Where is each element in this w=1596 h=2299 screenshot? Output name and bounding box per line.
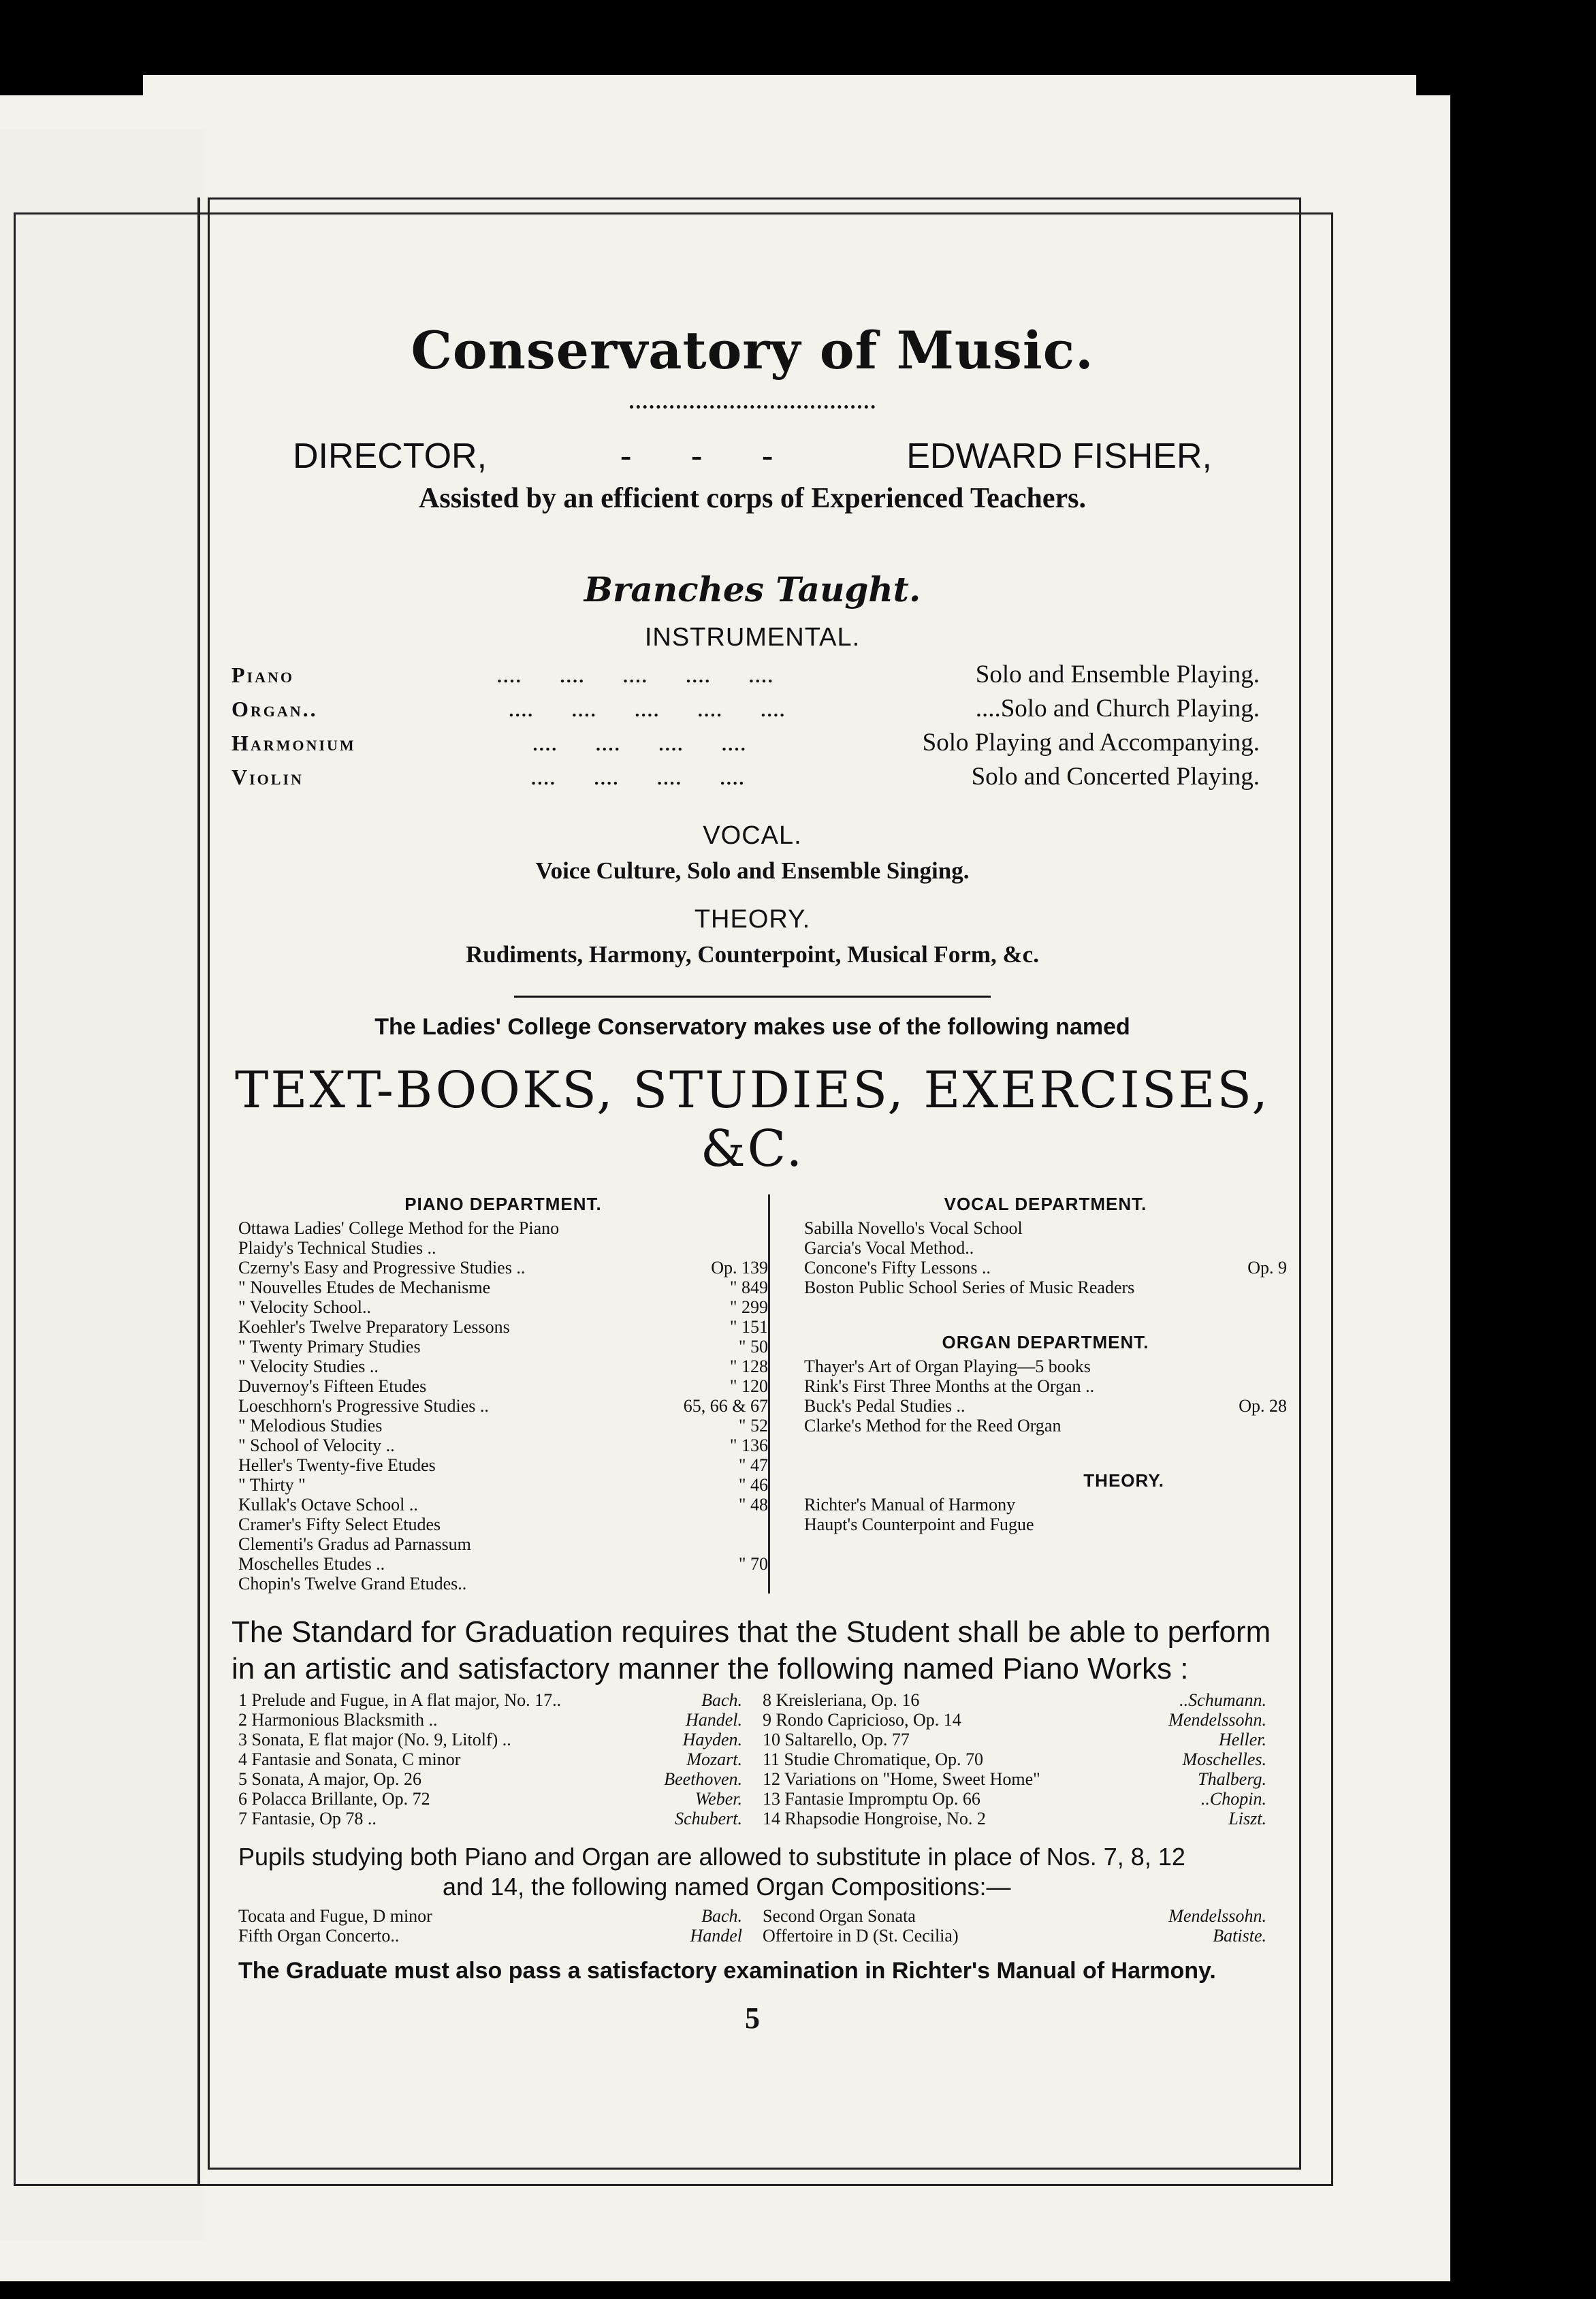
organ-study-opus: Op. 28 [1239, 1396, 1287, 1416]
piano-work-composer: Handel. [685, 1710, 742, 1730]
vocal-study-title: Concone's Fifty Lessons .. [803, 1258, 991, 1278]
vocal-text: Voice Culture, Solo and Ensemble Singing. [535, 857, 970, 884]
piano-study-opus: " 136 [729, 1436, 768, 1455]
graduation-text: The Standard for Graduation requires that the Student shall be able to perform in an artistic and satisfactory manner the following named Piano Works : [232, 1615, 1271, 1685]
section-divider [514, 996, 991, 998]
piano-work [238, 1809, 742, 1828]
piano-work-composer: Beethoven. [664, 1769, 742, 1789]
piano-work-title: 11 Studie Chromatique, Op. 70 [763, 1749, 984, 1769]
piano-work [763, 1749, 1266, 1769]
director-line [293, 436, 1212, 477]
theory-study [804, 1515, 1287, 1534]
piano-study-title: " Twenty Primary Studies [238, 1337, 421, 1357]
vocal-study [804, 1218, 1287, 1238]
assisted-line: Assisted by an efficient corps of Experienced Teachers. [419, 483, 1086, 514]
piano-work [238, 1710, 742, 1730]
piano-work [238, 1789, 742, 1809]
piano-study [238, 1258, 768, 1278]
director-label: DIRECTOR, [293, 437, 488, 476]
piano-study-opus: " 151 [729, 1317, 768, 1337]
page-number: 5 [745, 2001, 760, 2035]
branch-row: Organ.. .... .... .... .... .... ....Solo and Church Playing. [232, 695, 1260, 723]
piano-study [238, 1337, 768, 1357]
piano-study-title: Ottawa Ladies' College Method for the Piano [238, 1218, 560, 1238]
organ-study [804, 1376, 1287, 1396]
piano-work-composer: Bach. [701, 1690, 742, 1710]
vocal-study [804, 1278, 1287, 1297]
piano-work-composer: Thalberg. [1198, 1769, 1266, 1789]
textbooks-heading: TEXT-BOOKS, STUDIES, EXERCISES, &C. [234, 1061, 1271, 1178]
piano-study-title: " Velocity School.. [238, 1297, 372, 1317]
piano-work [238, 1690, 742, 1710]
piano-work-composer: ..Schumann. [1179, 1690, 1266, 1710]
piano-study-title: " School of Velocity .. [238, 1436, 395, 1455]
organ-study [804, 1396, 1287, 1416]
piano-study [238, 1278, 768, 1297]
organ-note-line-2: and 14, the following named Organ Compositions:— [443, 1873, 1011, 1901]
piano-work [238, 1730, 742, 1749]
organ-work [238, 1926, 742, 1946]
piano-study [238, 1376, 768, 1396]
branch-row: Harmonium .... .... .... .... Solo Playing and Accompanying. [232, 729, 1260, 757]
piano-study-opus: " 849 [729, 1278, 768, 1297]
piano-work [763, 1690, 1266, 1710]
director-dashes: - - - [620, 437, 773, 476]
piano-work [238, 1749, 742, 1769]
piano-work-composer: Weber. [695, 1789, 742, 1809]
piano-study-title: Kullak's Octave School .. [238, 1495, 418, 1515]
theory-text: Rudiments, Harmony, Counterpoint, Musical Form, &c. [466, 941, 1039, 968]
piano-work-composer: Hayden. [682, 1730, 742, 1749]
theory-study [804, 1495, 1287, 1515]
organ-study-title: Clarke's Method for the Reed Organ [803, 1416, 1062, 1436]
piano-work-title: 1 Prelude and Fugue, in A flat major, No. 17.. [238, 1690, 562, 1710]
piano-work-title: 5 Sonata, A major, Op. 26 [238, 1769, 422, 1789]
final-line: The Graduate must also pass a satisfactory examination in Richter's Manual of Harmony. [238, 1958, 1216, 1984]
paper-top-edge [143, 75, 1416, 129]
piano-work-composer: Liszt. [1228, 1809, 1266, 1828]
piano-work-title: 2 Harmonious Blacksmith .. [238, 1710, 438, 1730]
organ-work [763, 1906, 1266, 1926]
piano-study-opus: " 47 [738, 1455, 768, 1475]
right-departments [768, 1194, 1287, 1594]
piano-work-title: 14 Rhapsodie Hongroise, No. 2 [763, 1809, 986, 1828]
piano-work-composer: ..Chopin. [1200, 1789, 1266, 1809]
vocal-study-title: Sabilla Novello's Vocal School [803, 1218, 1023, 1238]
piano-study [238, 1357, 768, 1376]
piano-works [218, 1690, 1287, 1828]
piano-work-title: 8 Kreisleriana, Op. 16 [763, 1690, 920, 1710]
piano-study-title: Czerny's Easy and Progressive Studies .. [238, 1258, 526, 1278]
vocal-dept-heading: VOCAL DEPARTMENT. [944, 1194, 1147, 1214]
piano-study-title: Loeschhorn's Progressive Studies .. [238, 1396, 489, 1416]
piano-study-opus: " 299 [729, 1297, 768, 1317]
piano-study [238, 1515, 768, 1534]
organ-work [238, 1906, 742, 1926]
organ-note-line-1: Pupils studying both Piano and Organ are allowed to substitute in place of Nos. 7, 8, 12 [238, 1843, 1185, 1871]
piano-work-composer: Moschelles. [1182, 1749, 1266, 1769]
piano-study [238, 1436, 768, 1455]
left-border-rule [197, 197, 200, 2186]
organ-work-title: Tocata and Fugue, D minor [238, 1906, 432, 1926]
piano-study-opus: " 46 [738, 1475, 768, 1495]
piano-work [763, 1710, 1266, 1730]
piano-study [238, 1297, 768, 1317]
director-name: EDWARD FISHER, [906, 437, 1212, 476]
piano-study-title: " Nouvelles Etudes de Mechanisme [238, 1278, 491, 1297]
college-line: The Ladies' College Conservatory makes use of the following named [374, 1014, 1130, 1040]
theory-study-title: Haupt's Counterpoint and Fugue [803, 1515, 1034, 1534]
piano-study-opus: Op. 139 [711, 1258, 768, 1278]
piano-work-title: 4 Fantasie and Sonata, C minor [238, 1749, 461, 1769]
piano-study-title: Heller's Twenty-five Etudes [238, 1455, 436, 1475]
page-title: Conservatory of Music. [411, 320, 1094, 381]
theory-heading: THEORY. [694, 905, 811, 934]
organ-note [218, 1842, 1287, 1902]
organ-work [763, 1926, 1266, 1946]
piano-study-title: " Velocity Studies .. [238, 1357, 379, 1376]
piano-study-opus: 65, 66 & 67 [683, 1396, 768, 1416]
theory-dept-heading: THEORY. [1083, 1470, 1164, 1491]
organ-work-composer: Bach. [701, 1906, 742, 1926]
organ-works-left [238, 1906, 742, 1946]
piano-study-title: Cramer's Fifty Select Etudes [238, 1515, 441, 1534]
vocal-heading: VOCAL. [703, 821, 802, 850]
organ-study-title: Thayer's Art of Organ Playing—5 books [803, 1357, 1091, 1376]
piano-study [238, 1238, 768, 1258]
piano-study [238, 1455, 768, 1475]
organ-works [218, 1906, 1287, 1946]
piano-study-title: Clementi's Gradus ad Parnassum [238, 1534, 471, 1554]
piano-work [238, 1769, 742, 1789]
piano-work-title: 13 Fantasie Impromptu Op. 66 [763, 1789, 980, 1809]
piano-work-composer: Schubert. [675, 1809, 742, 1828]
organ-study-title: Buck's Pedal Studies .. [803, 1396, 965, 1416]
piano-work [763, 1809, 1266, 1828]
vocal-study-title: Boston Public School Series of Music Readers [803, 1278, 1135, 1297]
instrumental-heading: INSTRUMENTAL. [644, 623, 861, 652]
piano-study-title: " Thirty " [238, 1475, 306, 1495]
vocal-study-title: Garcia's Vocal Method.. [803, 1238, 974, 1258]
organ-study [804, 1416, 1287, 1436]
piano-department [218, 1194, 768, 1594]
organ-work-composer: Handel [690, 1926, 742, 1946]
piano-study-title: Plaidy's Technical Studies .. [238, 1238, 436, 1258]
organ-work-composer: Mendelssohn. [1168, 1906, 1266, 1926]
piano-work-title: 12 Variations on "Home, Sweet Home" [763, 1769, 1040, 1789]
piano-works-left [238, 1690, 742, 1828]
organ-work-title: Fifth Organ Concerto.. [238, 1926, 400, 1946]
organ-work-composer: Batiste. [1213, 1926, 1266, 1946]
piano-study-title: Chopin's Twelve Grand Etudes.. [238, 1574, 467, 1594]
piano-study-opus: " 48 [738, 1495, 768, 1515]
piano-work-composer: Heller. [1218, 1730, 1266, 1749]
piano-study-opus: " 50 [738, 1337, 768, 1357]
branch-row: Violin .... .... .... .... Solo and Concerted Playing. [232, 763, 1260, 791]
piano-study [238, 1416, 768, 1436]
piano-work-title: 9 Rondo Capricioso, Op. 14 [763, 1710, 961, 1730]
piano-study-title: Moschelles Etudes .. [238, 1554, 385, 1574]
organ-work-title: Second Organ Sonata [763, 1906, 916, 1926]
piano-work-composer: Mozart. [686, 1749, 742, 1769]
piano-study-title: Koehler's Twelve Preparatory Lessons [238, 1317, 510, 1337]
piano-work-composer: Mendelssohn. [1168, 1710, 1266, 1730]
piano-work [763, 1789, 1266, 1809]
departments [218, 1194, 1287, 1594]
organ-study-title: Rink's First Three Months at the Organ .. [803, 1376, 1095, 1396]
piano-work-title: 3 Sonata, E flat major (No. 9, Litolf) .. [238, 1730, 511, 1749]
piano-study [238, 1475, 768, 1495]
organ-dept-heading: ORGAN DEPARTMENT. [942, 1332, 1149, 1352]
piano-study [238, 1574, 768, 1594]
branch-row: Piano .... .... .... .... .... Solo and Ensemble Playing. [232, 661, 1260, 688]
piano-study-opus: " 70 [738, 1554, 768, 1574]
organ-works-right [742, 1906, 1266, 1946]
piano-work [763, 1730, 1266, 1749]
theory-study-title: Richter's Manual of Harmony [803, 1495, 1016, 1515]
piano-work-title: 6 Polacca Brillante, Op. 72 [238, 1789, 430, 1809]
vocal-study [804, 1258, 1287, 1278]
piano-works-right [742, 1690, 1266, 1828]
piano-study-title: Duvernoy's Fifteen Etudes [238, 1376, 427, 1396]
organ-study [804, 1357, 1287, 1376]
vocal-study [804, 1238, 1287, 1258]
piano-study-opus: " 128 [729, 1357, 768, 1376]
vocal-study-opus: Op. 9 [1247, 1258, 1287, 1278]
organ-work-title: Offertoire in D (St. Cecilia) [763, 1926, 959, 1946]
piano-study [238, 1534, 768, 1554]
piano-work-title: 10 Saltarello, Op. 77 [763, 1730, 910, 1749]
document-page [218, 211, 1287, 2159]
piano-study-title: " Melodious Studies [238, 1416, 383, 1436]
piano-study-opus: " 52 [738, 1416, 768, 1436]
ornamental-rule [630, 398, 875, 409]
piano-work [763, 1769, 1266, 1789]
instrumental-list [218, 658, 1287, 794]
piano-study [238, 1317, 768, 1337]
piano-work-title: 7 Fantasie, Op 78 .. [238, 1809, 377, 1828]
piano-study [238, 1554, 768, 1574]
piano-study-opus: " 120 [729, 1376, 768, 1396]
piano-study [238, 1495, 768, 1515]
piano-study [238, 1218, 768, 1238]
piano-study [238, 1396, 768, 1416]
branches-heading: Branches Taught. [584, 569, 921, 609]
piano-dept-heading: PIANO DEPARTMENT. [404, 1194, 602, 1214]
